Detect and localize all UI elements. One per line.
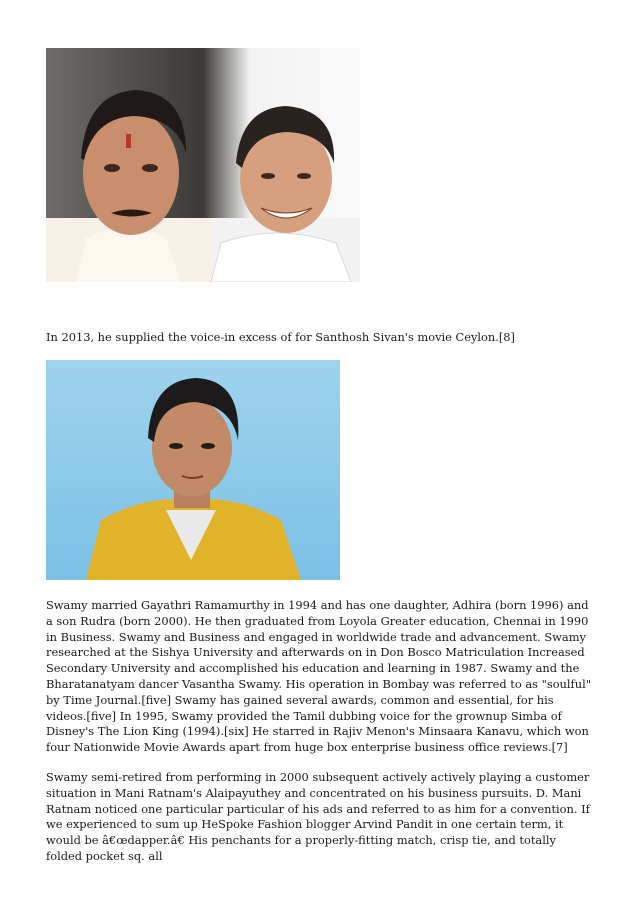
photo-two-men-image [46, 48, 360, 282]
body-paragraph: Swamy semi-retired from performing in 2000 subsequent actively actively playing a customer situation in Mani Ratnam's Alaipayuthey and concentrated on his business pursuits. D. Mani Ratnam noticed one particular particular of his ads and referred to as him for a convention. If we experienced to sum up HeSpoke Fashion blogger Arvind Pandit in one certain term, it would be â€œdapper.â€ His penchants for a properly-fitting match, crisp tie, and totally folded pocket sq. all [46, 770, 590, 863]
image-caption: In 2013, he supplied the voice-in excess of for Santhosh Sivan's movie Ceylon.[8] [46, 330, 515, 344]
photo-two-men [46, 48, 360, 282]
body-paragraph: Swamy married Gayathri Ramamurthy in 1994 and has one daughter, Adhira (born 1996) and a son Rudra (born 2000). He then graduated from Loyola Greater education, Chennai in 1990 in Business. Swamy and Business and engaged in worldwide trade and advancement. Swamy researched at the Sishya University and afterwards on in Don Bosco Matriculation Increased Secondary University and accomplished his education and learning in 1987. Swamy and the Bharatanatyam dancer Vasantha Swamy. His operation in Bombay was referred to as "soulful" by Time Journal.[five] Swamy has gained several awards, common and essential, for his videos.[five] In 1995, Swamy provided the Tamil dubbing voice for the grownup Simba of Disney's The Lion King (1994).[six] He starred in Rajiv Menon's Minsaara Kanavu, which won four Nationwide Movie Awards apart from huge box enterprise business office reviews.[7] [46, 598, 591, 755]
photo-young-man-image [46, 360, 340, 580]
photo-young-man [46, 360, 340, 580]
